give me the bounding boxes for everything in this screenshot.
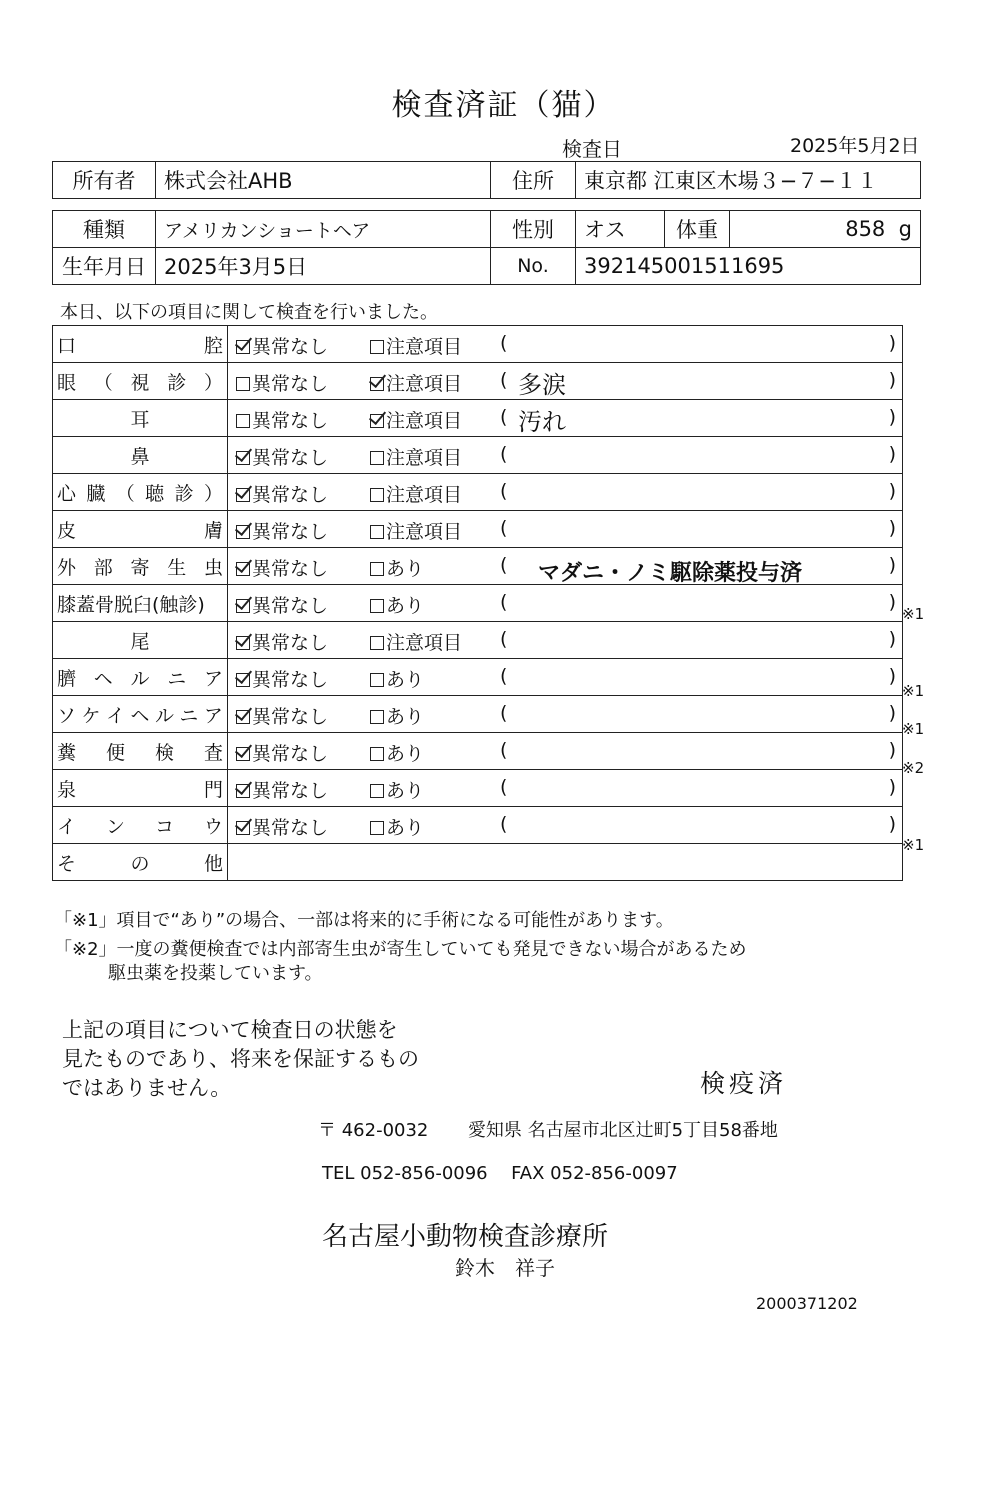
- address-value: 東京都 江東区木場３−７−１１: [576, 162, 921, 199]
- weight-unit: g: [898, 217, 912, 241]
- label-char: 糞: [57, 741, 77, 764]
- label-char: ）: [203, 371, 223, 394]
- inspection-item-label: [53, 326, 228, 363]
- option-finding-label: あり: [386, 743, 425, 765]
- option-normal[interactable]: [236, 702, 328, 729]
- option-normal[interactable]: [236, 480, 328, 507]
- label-char: 他: [203, 852, 223, 875]
- label-char: 鼻: [130, 445, 150, 468]
- side-reference-mark: ※1: [902, 835, 925, 854]
- label-char: 眼: [57, 371, 77, 394]
- option-finding-label: 注意項目: [386, 484, 463, 506]
- footnote-1: 「※1」項目で“あり”の場合、一部は将来的に手術になる可能性があります。: [54, 910, 674, 931]
- inspection-row: [53, 363, 903, 400]
- option-finding-label: 注意項目: [386, 373, 463, 395]
- option-normal[interactable]: [236, 813, 328, 840]
- close-paren: ): [888, 813, 896, 835]
- option-finding-label: 注意項目: [386, 410, 463, 432]
- close-paren: ): [888, 702, 896, 724]
- birth-value: 2025年3月5日: [156, 248, 491, 285]
- label-char: ニ: [167, 667, 187, 690]
- open-paren: (: [500, 813, 508, 835]
- close-paren: ): [888, 332, 896, 354]
- label-char: （: [115, 482, 135, 505]
- fax-number: FAX 052-856-0097: [511, 1163, 678, 1184]
- postal-code: 〒 462-0032: [318, 1120, 429, 1141]
- option-finding[interactable]: [370, 443, 462, 470]
- inspection-item-label: [53, 400, 228, 437]
- inspection-row: [53, 437, 903, 474]
- checkbox-icon[interactable]: [370, 488, 384, 502]
- checkbox-icon[interactable]: [370, 562, 384, 576]
- inspection-table: [52, 325, 903, 881]
- weight-label: 体重: [665, 211, 730, 248]
- option-finding[interactable]: [370, 369, 462, 396]
- inspection-item-label: [53, 696, 228, 733]
- checkbox-icon[interactable]: [370, 710, 384, 724]
- close-paren: ): [888, 480, 896, 502]
- inspection-item-label: [53, 659, 228, 696]
- inspection-row: [53, 733, 903, 770]
- label-char: ル: [154, 704, 174, 727]
- checkbox-icon[interactable]: [236, 673, 250, 687]
- label-char: 寄: [130, 556, 150, 579]
- clinic-name: 名古屋小動物検査診療所: [322, 1222, 609, 1252]
- option-normal[interactable]: [236, 406, 328, 433]
- footnote-2-cont: 駆虫薬を投薬しています。: [108, 963, 323, 984]
- side-reference-mark: ※1: [902, 681, 925, 700]
- open-paren: (: [500, 480, 508, 502]
- checkbox-icon[interactable]: [370, 636, 384, 650]
- label-char: ヘ: [93, 667, 113, 690]
- option-normal-label: 異常なし: [252, 410, 329, 432]
- closing-line: 上記の項目について検査日の状態を: [62, 1018, 398, 1042]
- checkbox-icon[interactable]: [370, 821, 384, 835]
- inspection-row: [53, 548, 903, 585]
- side-reference-mark: ※2: [902, 758, 925, 777]
- inspection-options: [228, 326, 903, 363]
- side-reference-mark: ※1: [902, 720, 925, 738]
- other-label: [53, 844, 228, 881]
- owner-label: 所有者: [53, 162, 156, 199]
- checkbox-icon[interactable]: [370, 340, 384, 354]
- inspection-note[interactable]: 汚れ: [518, 408, 566, 436]
- quarantine-stamp: 検疫済: [700, 1069, 788, 1098]
- close-paren: ): [888, 776, 896, 798]
- owner-value: 株式会社AHB: [156, 162, 491, 199]
- inspection-options: [228, 622, 903, 659]
- inspection-row: [53, 474, 903, 511]
- weight-value: 858: [845, 217, 886, 241]
- option-finding[interactable]: [370, 628, 462, 655]
- inspection-item-label: [53, 474, 228, 511]
- inspection-options: [228, 511, 903, 548]
- inspection-item-label: [53, 511, 228, 548]
- checkbox-icon[interactable]: [236, 821, 250, 835]
- inspection-row: [53, 659, 903, 696]
- checkbox-icon[interactable]: [370, 673, 384, 687]
- option-finding-label: 注意項目: [386, 521, 463, 543]
- label-char: ア: [203, 704, 223, 727]
- checkbox-icon[interactable]: [236, 377, 250, 391]
- close-paren: ): [888, 517, 896, 539]
- label-char: コ: [154, 815, 174, 838]
- inspection-options: [228, 400, 903, 437]
- option-finding[interactable]: [370, 554, 424, 581]
- inspection-options: [228, 585, 903, 622]
- checkbox-icon[interactable]: [370, 377, 384, 391]
- checkbox-icon[interactable]: [370, 451, 384, 465]
- open-paren: (: [500, 554, 508, 576]
- inspection-options: [228, 733, 903, 770]
- inspection-row-other: [53, 844, 903, 881]
- checkbox-icon[interactable]: [370, 599, 384, 613]
- option-normal-label: 異常なし: [252, 669, 329, 691]
- checkbox-icon[interactable]: [236, 525, 250, 539]
- checkbox-icon[interactable]: [370, 747, 384, 761]
- open-paren: (: [500, 591, 508, 613]
- inspection-row: [53, 511, 903, 548]
- birth-label: 生年月日: [53, 248, 156, 285]
- inspection-item-label: [53, 733, 228, 770]
- tel-number: TEL 052-856-0096: [322, 1163, 488, 1184]
- inspection-options: [228, 548, 903, 585]
- option-finding[interactable]: [370, 665, 424, 692]
- checkbox-icon[interactable]: [236, 340, 250, 354]
- label-char: ソ: [57, 704, 77, 727]
- inspection-item-label: [53, 622, 228, 659]
- option-normal-label: 異常なし: [252, 484, 329, 506]
- closing-line: ではありません。: [62, 1076, 232, 1100]
- sex-value: オス: [576, 211, 665, 248]
- option-normal-label: 異常なし: [252, 706, 329, 728]
- checkbox-icon[interactable]: [236, 562, 250, 576]
- checkbox-icon[interactable]: [236, 414, 250, 428]
- option-finding[interactable]: [370, 591, 424, 618]
- weight-cell: [730, 211, 921, 248]
- label-char: の: [130, 852, 150, 875]
- checkbox-icon[interactable]: [370, 525, 384, 539]
- option-normal-label: 異常なし: [252, 521, 329, 543]
- checkbox-icon[interactable]: [236, 599, 250, 613]
- inspection-row: [53, 696, 903, 733]
- checkbox-icon[interactable]: [236, 636, 250, 650]
- closing-statement: [62, 1016, 419, 1103]
- label-char: 皮: [57, 519, 77, 542]
- option-normal-label: 異常なし: [252, 595, 329, 617]
- option-finding[interactable]: [370, 776, 424, 803]
- label-char: 口: [57, 334, 77, 357]
- option-finding-label: 注意項目: [386, 447, 463, 469]
- inspection-row: [53, 770, 903, 807]
- label-char: 膚: [203, 519, 223, 542]
- label-char: イ: [105, 704, 125, 727]
- label-char: ニ: [179, 704, 199, 727]
- label-char: 診: [167, 371, 187, 394]
- option-finding-label: 注意項目: [386, 632, 463, 654]
- open-paren: (: [500, 443, 508, 465]
- inspection-options: [228, 437, 903, 474]
- label-char: 診: [174, 482, 194, 505]
- label-char: ケ: [81, 704, 101, 727]
- open-paren: (: [500, 702, 508, 724]
- close-paren: ): [888, 554, 896, 576]
- option-finding-label: あり: [386, 558, 425, 580]
- label-char: 生: [167, 556, 187, 579]
- inspection-item-label: [53, 363, 228, 400]
- number-label: No.: [491, 248, 576, 285]
- label-char: イ: [57, 815, 77, 838]
- open-paren: (: [500, 517, 508, 539]
- inspection-row: [53, 622, 903, 659]
- document-code: 2000371202: [756, 1294, 858, 1313]
- label-char: 臍: [57, 667, 77, 690]
- clinic-address: 愛知県 名古屋市北区辻町5丁目58番地: [467, 1120, 778, 1141]
- option-normal-label: 異常なし: [252, 336, 329, 358]
- inspection-item-label: [53, 807, 228, 844]
- checkbox-icon[interactable]: [370, 784, 384, 798]
- open-paren: (: [500, 332, 508, 354]
- option-finding-label: あり: [386, 817, 425, 839]
- label-char: 耳: [130, 408, 150, 431]
- inspection-row: [53, 585, 903, 622]
- side-reference-mark: ※1: [902, 604, 925, 623]
- label-char: 聴: [145, 482, 165, 505]
- option-normal-label: 異常なし: [252, 780, 329, 802]
- option-finding-label: あり: [386, 669, 425, 691]
- option-normal[interactable]: [236, 591, 328, 618]
- option-normal-label: 異常なし: [252, 373, 329, 395]
- checkbox-icon[interactable]: [236, 451, 250, 465]
- label-char: 心: [57, 482, 77, 505]
- option-normal[interactable]: [236, 517, 328, 544]
- close-paren: ): [888, 443, 896, 465]
- closing-line: 見たものであり、将来を保証するもの: [62, 1047, 419, 1071]
- option-normal[interactable]: [236, 332, 328, 359]
- label-char: 門: [203, 778, 223, 801]
- option-normal[interactable]: [236, 554, 328, 581]
- open-paren: (: [500, 628, 508, 650]
- inspection-note[interactable]: 多涙: [518, 371, 566, 399]
- label-char: 腔: [203, 334, 223, 357]
- option-finding[interactable]: [370, 480, 462, 507]
- inspection-options: [228, 474, 903, 511]
- open-paren: (: [500, 665, 508, 687]
- label-char: そ: [57, 852, 77, 875]
- inspection-item-label: [53, 548, 228, 585]
- open-paren: (: [500, 776, 508, 798]
- breed-value: アメリカンショートヘア: [156, 211, 491, 248]
- option-finding[interactable]: [370, 702, 424, 729]
- clinic-address-line: [318, 1116, 778, 1142]
- inspection-row: [53, 400, 903, 437]
- label-char: 視: [130, 371, 150, 394]
- inspection-options: [228, 807, 903, 844]
- other-notes-field[interactable]: [228, 844, 903, 881]
- label-char: 膝蓋骨脱臼(触診): [57, 593, 205, 616]
- document-title: 検査済証（猫）: [391, 88, 616, 123]
- breed-label: 種類: [53, 211, 156, 248]
- label-char: 検: [154, 741, 174, 764]
- option-finding[interactable]: [370, 406, 462, 433]
- label-char: 尾: [130, 630, 150, 653]
- veterinarian-name: 鈴木 祥子: [455, 1256, 555, 1280]
- checkbox-icon[interactable]: [236, 784, 250, 798]
- close-paren: ): [888, 369, 896, 391]
- checkbox-icon[interactable]: [236, 488, 250, 502]
- close-paren: ): [888, 665, 896, 687]
- label-char: （: [93, 371, 113, 394]
- close-paren: ): [888, 628, 896, 650]
- inspection-options: [228, 363, 903, 400]
- inspection-note[interactable]: マダニ・ノミ駆除薬投与済: [538, 561, 803, 586]
- intro-text: 本日、以下の項目に関して検査を行いました。: [60, 302, 438, 323]
- number-value: 392145001511695: [576, 248, 921, 285]
- checkbox-icon[interactable]: [370, 414, 384, 428]
- footnote-2: 「※2」一度の糞便検査では内部寄生虫が寄生していても発見できない場合があるため: [54, 939, 747, 960]
- animal-table: [52, 210, 921, 285]
- option-normal-label: 異常なし: [252, 817, 329, 839]
- open-paren: (: [500, 739, 508, 761]
- option-normal[interactable]: [236, 665, 328, 692]
- option-normal-label: 異常なし: [252, 447, 329, 469]
- label-char: 泉: [57, 778, 77, 801]
- option-normal[interactable]: [236, 443, 328, 470]
- inspection-options: [228, 770, 903, 807]
- option-normal[interactable]: [236, 369, 328, 396]
- option-finding[interactable]: [370, 813, 424, 840]
- checkbox-icon[interactable]: [236, 710, 250, 724]
- label-char: 便: [105, 741, 125, 764]
- option-finding-label: あり: [386, 706, 425, 728]
- option-finding-label: あり: [386, 780, 425, 802]
- owner-table: [52, 161, 921, 199]
- option-finding[interactable]: [370, 739, 424, 766]
- inspection-options: [228, 659, 903, 696]
- option-normal[interactable]: [236, 739, 328, 766]
- label-char: ン: [105, 815, 125, 838]
- inspection-item-label: [53, 437, 228, 474]
- option-normal[interactable]: [236, 776, 328, 803]
- label-char: 部: [93, 556, 113, 579]
- option-normal[interactable]: [236, 628, 328, 655]
- label-char: ル: [130, 667, 150, 690]
- label-char: 査: [203, 741, 223, 764]
- inspection-row: [53, 326, 903, 363]
- label-char: 虫: [203, 556, 223, 579]
- open-paren: (: [500, 369, 508, 391]
- close-paren: ): [888, 739, 896, 761]
- label-char: ）: [203, 482, 223, 505]
- option-normal-label: 異常なし: [252, 743, 329, 765]
- exam-date-value: 2025年5月2日: [790, 135, 920, 157]
- inspection-options: [228, 696, 903, 733]
- inspection-item-label: [53, 585, 228, 622]
- exam-date-label: 検査日: [562, 137, 622, 161]
- label-char: 臓: [86, 482, 106, 505]
- close-paren: ): [888, 406, 896, 428]
- open-paren: (: [500, 406, 508, 428]
- checkbox-icon[interactable]: [236, 747, 250, 761]
- option-normal-label: 異常なし: [252, 558, 329, 580]
- label-char: ウ: [203, 815, 223, 838]
- label-char: 外: [57, 556, 77, 579]
- option-finding[interactable]: [370, 517, 462, 544]
- option-finding-label: あり: [386, 595, 425, 617]
- inspection-item-label: [53, 770, 228, 807]
- close-paren: ): [888, 591, 896, 613]
- inspection-row: [53, 807, 903, 844]
- label-char: ア: [203, 667, 223, 690]
- address-label: 住所: [491, 162, 576, 199]
- option-finding-label: 注意項目: [386, 336, 463, 358]
- contact-line: [322, 1163, 678, 1184]
- option-finding[interactable]: [370, 332, 462, 359]
- sex-label: 性別: [491, 211, 576, 248]
- option-normal-label: 異常なし: [252, 632, 329, 654]
- label-char: ヘ: [130, 704, 150, 727]
